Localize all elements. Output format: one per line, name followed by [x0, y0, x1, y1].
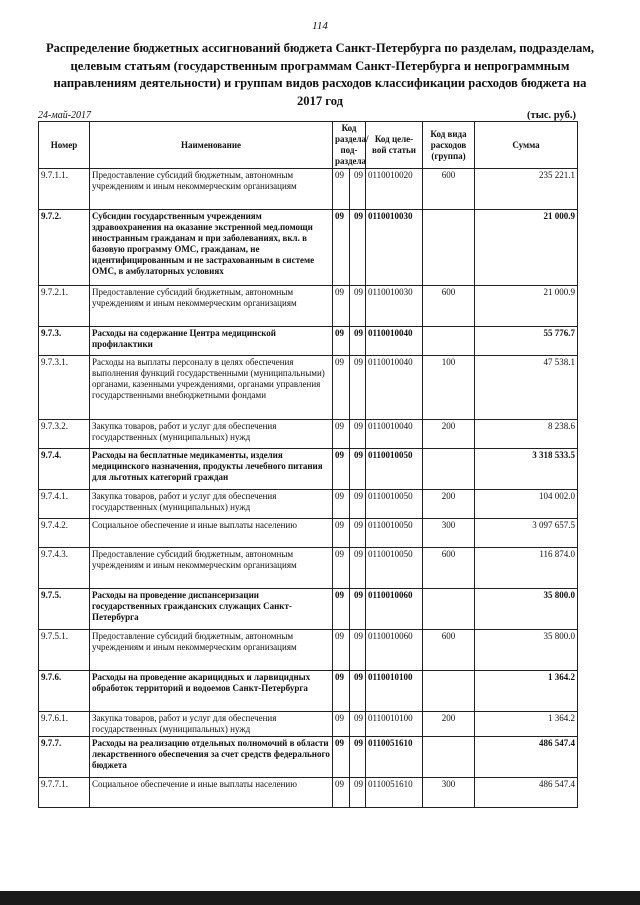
row-name: Социальное обеспечение и иные выплаты населению [90, 519, 333, 548]
table-row [39, 671, 578, 712]
row-sum: 104 002.0 [475, 490, 578, 519]
row-sum: 55 776.7 [475, 327, 578, 356]
table-row [39, 778, 578, 808]
row-number: 9.7.6.1. [39, 712, 90, 737]
row-expense-type-code [423, 589, 475, 630]
row-name: Предоставление субсидий бюджетным, автономным учреждениям и иным некоммерческим организациям [90, 169, 333, 210]
row-name: Расходы на выплаты персоналу в целях обеспечения выполнения функций государственными (муниципальными) органами, казенными учреждениями, органами управления государственными внебюджетными фондами [90, 356, 333, 420]
row-number: 9.7.2.1. [39, 286, 90, 327]
row-name: Предоставление субсидий бюджетным, автономным учреждениям и иным некоммерческим организациям [90, 630, 333, 671]
row-expense-type-code: 600 [423, 169, 475, 210]
row-expense-type-code [423, 210, 475, 286]
row-sum: 8 238.6 [475, 420, 578, 449]
row-number: 9.7.3. [39, 327, 90, 356]
row-sum: 486 547.4 [475, 737, 578, 778]
row-expense-type-code: 600 [423, 548, 475, 589]
row-expense-type-code: 100 [423, 356, 475, 420]
row-name: Расходы на бесплатные медикаменты, изделия медицинского назначения, продукты лечебного питания для льготных категорий граждан [90, 449, 333, 490]
row-expense-type-code [423, 737, 475, 778]
row-target-code: 0110010050 [366, 519, 423, 548]
row-target-code: 0110051610 [366, 737, 423, 778]
row-target-code: 0110051610 [366, 778, 423, 808]
table-row [39, 356, 578, 420]
row-subsection-code: 09 [350, 712, 366, 737]
row-sum: 1 364.2 [475, 671, 578, 712]
document-title: Распределение бюджетных ассигнований бюджета Санкт-Петербурга по разделам, подразделам, целевым статьям (государственным программам Санкт-Петербурга и непрограммным направлениям деятельности) и группам видов расходов классификации расходов бюджета на 2017 год [45, 41, 595, 108]
row-sum: 21 000.9 [475, 286, 578, 327]
row-section-code: 09 [333, 712, 350, 737]
row-number: 9.7.4.1. [39, 490, 90, 519]
table-row [39, 589, 578, 630]
row-expense-type-code: 300 [423, 519, 475, 548]
budget-table [38, 121, 578, 808]
row-number: 9.7.4. [39, 449, 90, 490]
row-expense-type-code: 600 [423, 630, 475, 671]
row-section-code: 09 [333, 356, 350, 420]
row-target-code: 0110010040 [366, 420, 423, 449]
row-sum: 3 318 533.5 [475, 449, 578, 490]
row-section-code: 09 [333, 490, 350, 519]
row-subsection-code: 09 [350, 169, 366, 210]
row-number: 9.7.1.1. [39, 169, 90, 210]
header-target-code: Код целе- вой статьи [366, 122, 423, 169]
table-header-row [39, 122, 578, 169]
row-number: 9.7.7. [39, 737, 90, 778]
row-name: Закупка товаров, работ и услуг для обеспечения государственных (муниципальных) нужд [90, 712, 333, 737]
row-target-code: 0110010060 [366, 589, 423, 630]
row-number: 9.7.5. [39, 589, 90, 630]
row-section-code: 09 [333, 327, 350, 356]
row-target-code: 0110010050 [366, 449, 423, 490]
row-sum: 1 364.2 [475, 712, 578, 737]
row-name: Закупка товаров, работ и услуг для обеспечения государственных (муниципальных) нужд [90, 490, 333, 519]
row-subsection-code: 09 [350, 671, 366, 712]
row-subsection-code: 09 [350, 490, 366, 519]
table-row [39, 420, 578, 449]
document-date: 24-май-2017 [38, 110, 92, 121]
scan-edge-bar [0, 891, 640, 905]
row-expense-type-code: 300 [423, 778, 475, 808]
header-number: Номер [39, 122, 90, 169]
row-sum: 235 221.1 [475, 169, 578, 210]
page-number: 114 [312, 20, 328, 32]
row-expense-type-code: 200 [423, 712, 475, 737]
row-subsection-code: 09 [350, 778, 366, 808]
row-subsection-code: 09 [350, 589, 366, 630]
row-sum: 116 874.0 [475, 548, 578, 589]
row-expense-type-code: 600 [423, 286, 475, 327]
row-number: 9.7.4.2. [39, 519, 90, 548]
row-name: Закупка товаров, работ и услуг для обеспечения государственных (муниципальных) нужд [90, 420, 333, 449]
row-section-code: 09 [333, 169, 350, 210]
row-number: 9.7.3.1. [39, 356, 90, 420]
row-section-code: 09 [333, 420, 350, 449]
row-section-code: 09 [333, 548, 350, 589]
row-subsection-code: 09 [350, 286, 366, 327]
row-expense-type-code: 200 [423, 490, 475, 519]
row-subsection-code: 09 [350, 327, 366, 356]
row-target-code: 0110010100 [366, 712, 423, 737]
row-target-code: 0110010030 [366, 286, 423, 327]
row-section-code: 09 [333, 737, 350, 778]
row-section-code: 09 [333, 778, 350, 808]
table-row [39, 630, 578, 671]
row-sum: 21 000.9 [475, 210, 578, 286]
row-subsection-code: 09 [350, 737, 366, 778]
table-row [39, 286, 578, 327]
table-row [39, 327, 578, 356]
row-subsection-code: 09 [350, 210, 366, 286]
header-sum: Сумма [475, 122, 578, 169]
row-target-code: 0110010030 [366, 210, 423, 286]
table-row [39, 449, 578, 490]
header-name: Наименование [90, 122, 333, 169]
row-target-code: 0110010020 [366, 169, 423, 210]
row-subsection-code: 09 [350, 420, 366, 449]
table-row [39, 210, 578, 286]
row-target-code: 0110010050 [366, 490, 423, 519]
row-subsection-code: 09 [350, 356, 366, 420]
row-name: Расходы на проведение диспансеризации государственных гражданских служащих Санкт-Петербурга [90, 589, 333, 630]
row-section-code: 09 [333, 210, 350, 286]
row-expense-type-code: 200 [423, 420, 475, 449]
row-sum: 35 800.0 [475, 630, 578, 671]
table-row [39, 712, 578, 737]
row-number: 9.7.3.2. [39, 420, 90, 449]
row-number: 9.7.4.3. [39, 548, 90, 589]
row-number: 9.7.2. [39, 210, 90, 286]
table-row [39, 737, 578, 778]
row-section-code: 09 [333, 449, 350, 490]
row-sum: 47 538.1 [475, 356, 578, 420]
table-row [39, 548, 578, 589]
row-subsection-code: 09 [350, 519, 366, 548]
header-expense-type-code: Код вида расходов (группа) [423, 122, 475, 169]
row-subsection-code: 09 [350, 449, 366, 490]
row-sum: 35 800.0 [475, 589, 578, 630]
row-expense-type-code [423, 327, 475, 356]
row-target-code: 0110010060 [366, 630, 423, 671]
row-name: Предоставление субсидий бюджетным, автономным учреждениям и иным некоммерческим организациям [90, 286, 333, 327]
row-section-code: 09 [333, 630, 350, 671]
table-row [39, 519, 578, 548]
row-section-code: 09 [333, 671, 350, 712]
row-expense-type-code [423, 449, 475, 490]
row-number: 9.7.6. [39, 671, 90, 712]
row-number: 9.7.5.1. [39, 630, 90, 671]
header-section-code: Код раздела/ под- раздела [333, 122, 366, 169]
row-sum: 3 097 657.5 [475, 519, 578, 548]
row-sum: 486 547.4 [475, 778, 578, 808]
row-name: Субсидии государственным учреждениям здравоохранения на оказание экстренной мед.помощи иностранным гражданам и при заболеваниях, вкл. в базовую программу ОМС, гражданам, не идентифицированным и не застрахованным в системе ОМС, в амбулаторных условиях [90, 210, 333, 286]
row-name: Расходы на реализацию отдельных полномочий в области лекарственного обеспечения за счет средств федерального бюджета [90, 737, 333, 778]
row-target-code: 0110010040 [366, 327, 423, 356]
row-subsection-code: 09 [350, 548, 366, 589]
row-section-code: 09 [333, 286, 350, 327]
table-row [39, 169, 578, 210]
row-section-code: 09 [333, 519, 350, 548]
table-row [39, 490, 578, 519]
row-name: Социальное обеспечение и иные выплаты населению [90, 778, 333, 808]
row-number: 9.7.7.1. [39, 778, 90, 808]
row-name: Предоставление субсидий бюджетным, автономным учреждениям и иным некоммерческим организациям [90, 548, 333, 589]
row-name: Расходы на проведение акарицидных и ларвицидных обработок территорий и водоемов Санкт-Петербурга [90, 671, 333, 712]
row-expense-type-code [423, 671, 475, 712]
table-body [39, 169, 578, 808]
row-target-code: 0110010040 [366, 356, 423, 420]
row-name: Расходы на содержание Центра медицинской профилактики [90, 327, 333, 356]
row-section-code: 09 [333, 589, 350, 630]
row-subsection-code: 09 [350, 630, 366, 671]
row-target-code: 0110010050 [366, 548, 423, 589]
units-label: (тыс. руб.) [527, 110, 576, 121]
row-target-code: 0110010100 [366, 671, 423, 712]
